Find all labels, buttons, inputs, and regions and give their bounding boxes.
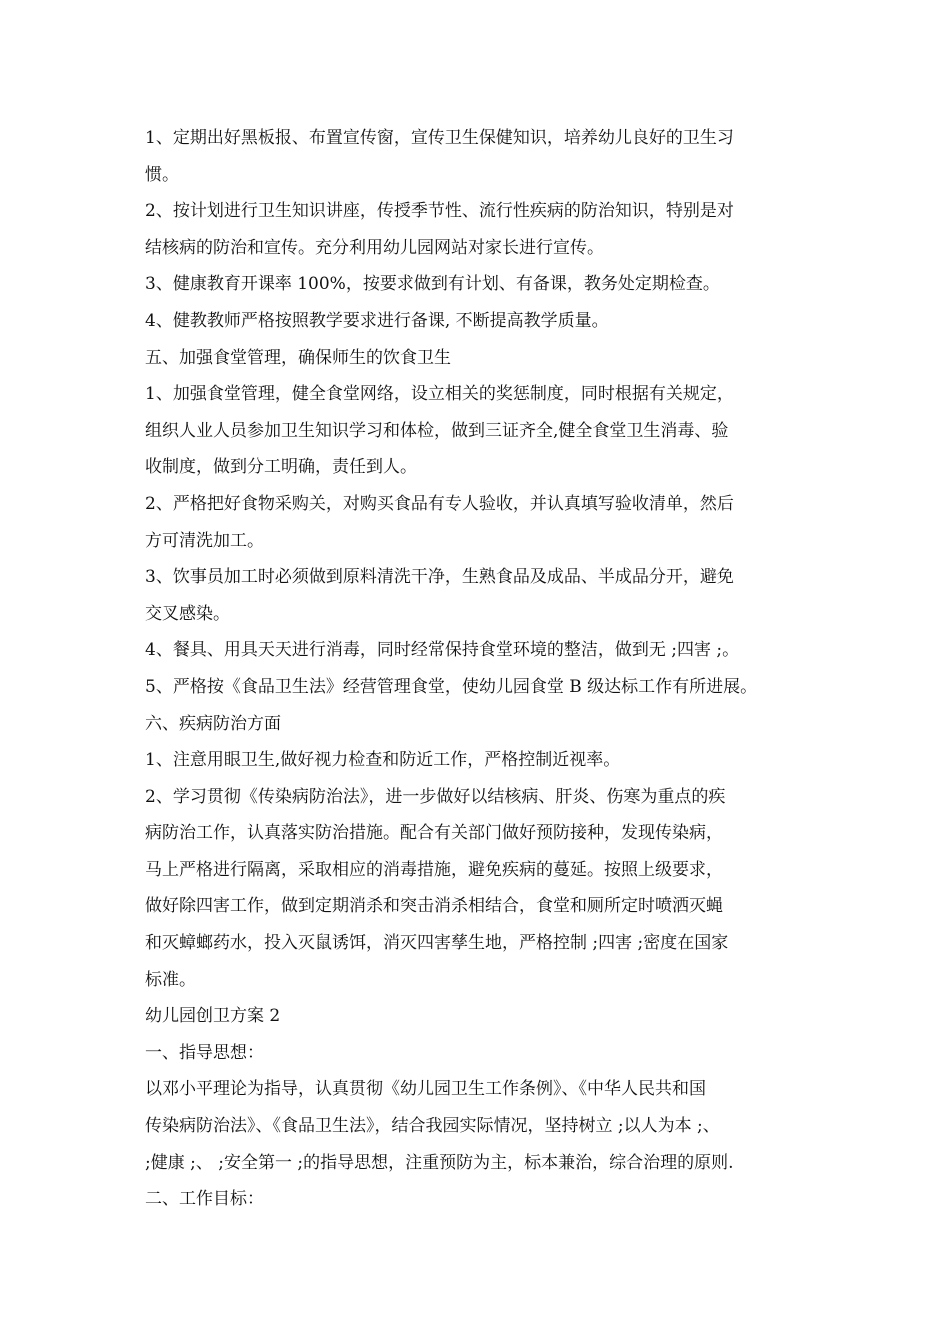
text-line: 方可清洗加工。 bbox=[145, 530, 264, 551]
text-line: 2、严格把好食物采购关，对购买食品有专人验收，并认真填写验收清单，然后 bbox=[145, 493, 734, 514]
text-line: 收制度，做到分工明确，责任到人。 bbox=[145, 457, 417, 478]
text-line: 2、学习贯彻《传染病防治法》，进一步做好以结核病、肝炎、伤寒为重点的疾 bbox=[145, 786, 726, 807]
text-line: 3、饮事员加工时必须做到原料清洗干净，生熟食品及成品、半成品分开，避免 bbox=[145, 567, 734, 588]
text-line: 标准。 bbox=[145, 969, 196, 990]
text-line: 病防治工作，认真落实防治措施。配合有关部门做好预防接种，发现传染病， bbox=[145, 823, 723, 844]
text-line: 传染病防治法》、《食品卫生法》，结合我园实际情况，坚持树立 ;以人为本 ;、 bbox=[145, 1116, 720, 1137]
text-line: 和灭蟑螂药水，投入灭鼠诱饵，消灭四害孳生地，严格控制 ;四害 ;密度在国家 bbox=[145, 933, 729, 954]
text-line: 1、加强食堂管理，健全食堂网络，设立相关的奖惩制度，同时根据有关规定， bbox=[145, 384, 734, 405]
text-line: ;健康 ;、 ;安全第一 ;的指导思想，注重预防为主，标本兼治，综合治理的原则. bbox=[145, 1152, 734, 1173]
text-line: 4、餐具、用具天天进行消毒，同时经常保持食堂环境的整洁，做到无 ;四害 ;。 bbox=[145, 640, 740, 661]
text-line: 5、严格按《食品卫生法》经营管理食堂，使幼儿园食堂 B 级达标工作有所进展。 bbox=[145, 676, 758, 697]
text-line: 惯。 bbox=[145, 164, 179, 185]
text-line: 2、按计划进行卫生知识讲座，传授季节性、流行性疾病的防治知识，特别是对 bbox=[145, 201, 734, 222]
text-line: 组织人业人员参加卫生知识学习和体检，做到三证齐全,健全食堂卫生消毒、验 bbox=[145, 420, 729, 441]
section-heading: 六、疾病防治方面 bbox=[145, 713, 281, 734]
section-heading: 一、指导思想： bbox=[145, 1042, 264, 1063]
text-line: 1、注意用眼卫生,做好视力检查和防近工作，严格控制近视率。 bbox=[145, 750, 621, 771]
text-line: 1、定期出好黑板报、布置宣传窗，宣传卫生保健知识，培养幼儿良好的卫生习 bbox=[145, 128, 734, 148]
text-line: 交叉感染。 bbox=[145, 603, 230, 624]
text-line: 马上严格进行隔离，采取相应的消毒措施，避免疾病的蔓延。按照上级要求， bbox=[145, 859, 723, 880]
text-line: 结核病的防治和宣传。充分利用幼儿园网站对家长进行宣传。 bbox=[145, 237, 604, 258]
text-line: 做好除四害工作，做到定期消杀和突击消杀相结合，食堂和厕所定时喷洒灭蝇 bbox=[145, 896, 723, 917]
text-line: 3、健康教育开课率 100%，按要求做到有计划、有备课，教务处定期检查。 bbox=[145, 274, 720, 295]
document-title: 幼儿园创卫方案 2 bbox=[145, 1006, 281, 1027]
document-body bbox=[145, 120, 825, 1218]
section-heading: 五、加强食堂管理，确保师生的饮食卫生 bbox=[145, 347, 451, 368]
section-heading: 二、工作目标： bbox=[145, 1189, 264, 1210]
text-line: 4、健教教师严格按照教学要求进行备课, 不断提高教学质量。 bbox=[145, 310, 609, 331]
text-line: 以邓小平理论为指导，认真贯彻《幼儿园卫生工作条例》、《中华人民共和国 bbox=[145, 1079, 706, 1100]
